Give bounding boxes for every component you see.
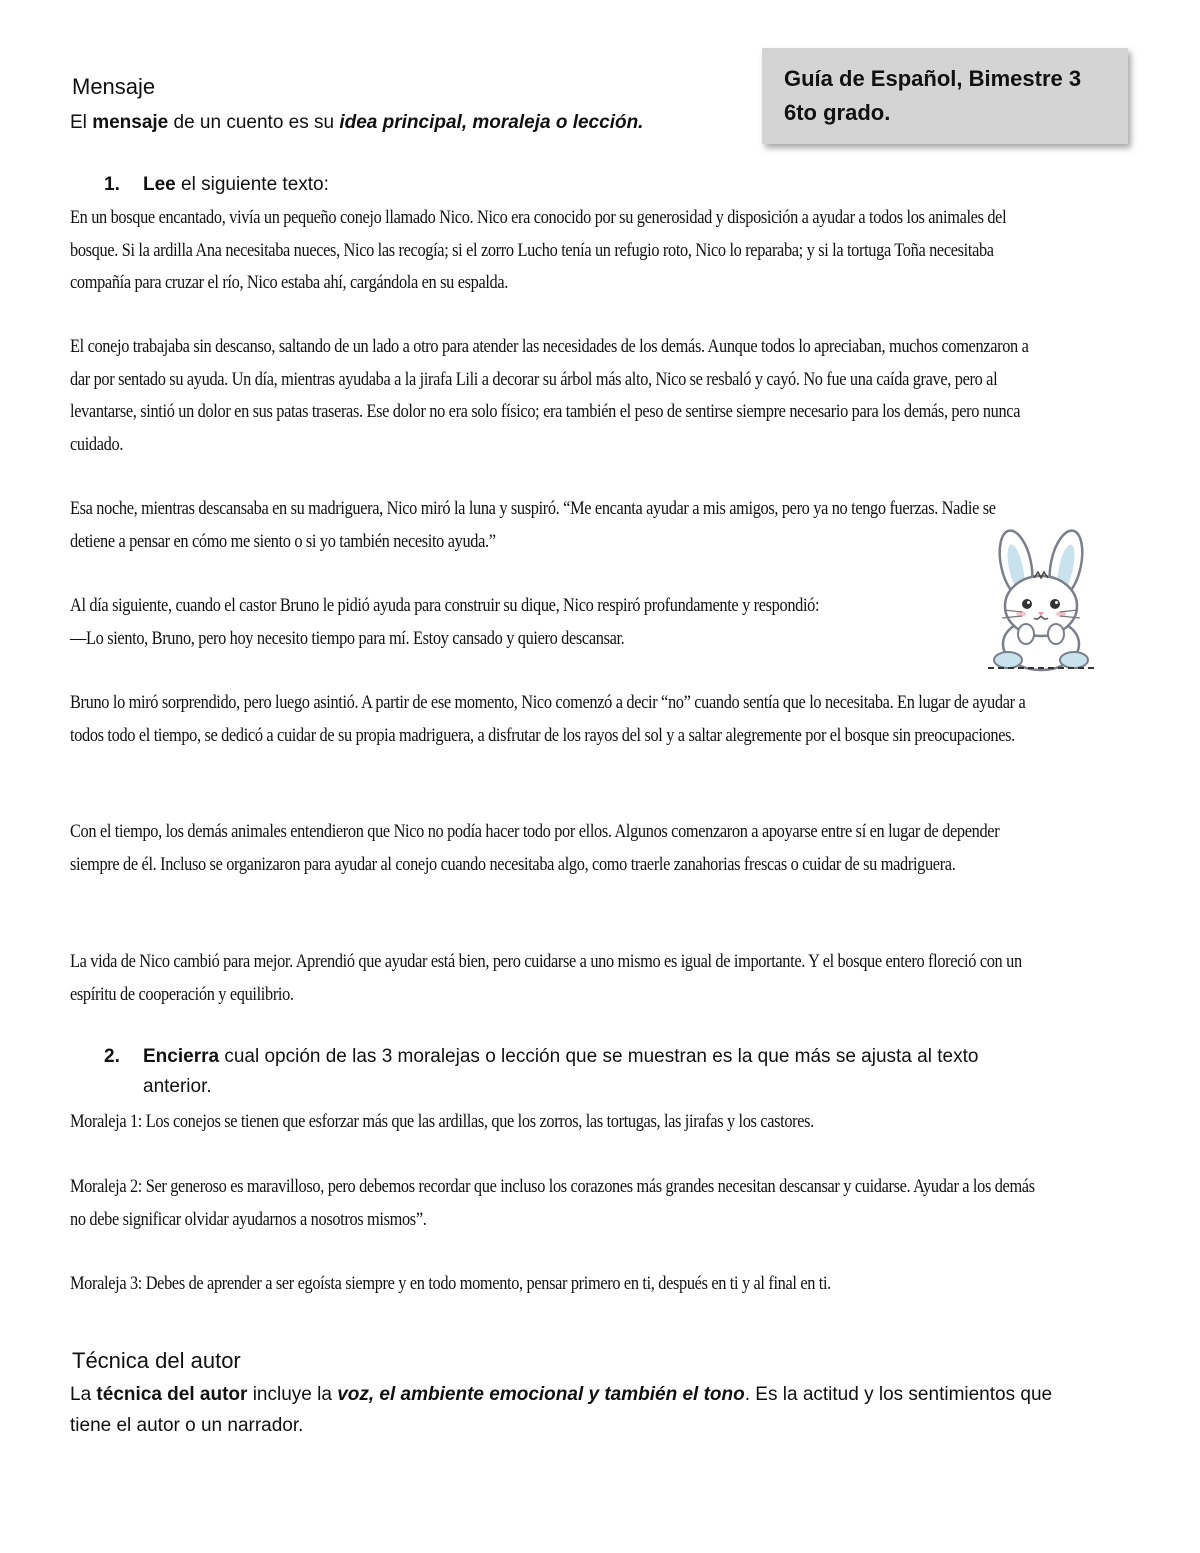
instruction-1-number: 1. <box>104 174 120 195</box>
tecnica-prefix: La <box>70 1384 97 1405</box>
moraleja-2: Moraleja 2: Ser generoso es maravilloso, pero debemos recordar que incluso los corazones más grandes necesitan descansar y cuidarse. Ayudar a los demás no debe significar olvidar ayudarnos a nosotros mismos”. <box>70 1176 1035 1230</box>
guide-title: Guía de Español, Bimestre 3 <box>784 66 1082 91</box>
section-heading-tecnica: Técnica del autor <box>72 1348 241 1373</box>
tecnica-definition <box>70 1380 1052 1410</box>
story-paragraph-4b: —Lo siento, Bruno, pero hoy necesito tiempo para mí. Estoy cansado y quiero descansar. <box>70 628 625 649</box>
section-heading-mensaje: Mensaje <box>72 74 156 99</box>
story-paragraph-1: En un bosque encantado, vivía un pequeño conejo llamado Nico. Nico era conocido por su generosidad y disposición a ayudar a todos los animales del bosque. Si la ardilla Ana necesitaba nueces, Nico las recogía; si el zorro Lucho tenía un refugio roto, Nico lo reparaba; y si la tortuga Toña necesitaba compañía para cruzar el río, Nico estaba ahí, cargándola en su espalda. <box>70 207 1007 293</box>
instruction-2-text: cual opción de las 3 moralejas o lección que se muestran es la que más se ajusta al texto <box>219 1046 979 1067</box>
tecnica-middle: incluye la <box>247 1384 338 1405</box>
tecnica-emphasis: voz, el ambiente emocional y también el tono <box>337 1384 745 1405</box>
instruction-2-number: 2. <box>104 1046 120 1067</box>
instruction-2-text-line2: anterior. <box>143 1076 212 1097</box>
story-paragraph-7: La vida de Nico cambió para mejor. Aprendió que ayudar está bien, pero cuidarse a uno mismo es igual de importante. Y el bosque entero floreció con un espíritu de cooperación y equilibrio. <box>70 951 1022 1005</box>
instruction-1-text: el siguiente texto: <box>175 174 329 195</box>
story-paragraph-3: Esa noche, mientras descansaba en su madriguera, Nico miró la luna y suspiró. “Me encanta ayudar a mis amigos, pero ya no tengo fuerzas. Nadie se detiene a pensar en cómo me siento o si yo también necesito ayuda.” <box>70 498 996 552</box>
story-paragraph-6: Con el tiempo, los demás animales entendieron que Nico no podía hacer todo por ellos. Algunos comenzaron a apoyarse entre sí en lugar de depender siempre de él. Incluso se organizaron para ayudar al conejo cuando necesitaba algo, como traerle zanahorias frescas o cuidar de su madriguera. <box>70 821 1000 875</box>
mensaje-def-bold: mensaje <box>92 112 169 133</box>
mensaje-def-emphasis: idea principal, moraleja o lección. <box>339 112 644 133</box>
moraleja-3: Moraleja 3: Debes de aprender a ser egoísta siempre y en todo momento, pensar primero en ti, después en ti y al final en ti. <box>70 1273 831 1294</box>
bunny-illustration <box>982 528 1100 672</box>
story-paragraph-4a: Al día siguiente, cuando el castor Bruno le pidió ayuda para construir su dique, Nico respiró profundamente y respondió: <box>70 595 820 616</box>
story-paragraph-2: El conejo trabajaba sin descanso, saltando de un lado a otro para atender las necesidades de los demás. Aunque todos lo apreciaban, muchos comenzaron a dar por sentado su ayuda. Un día, mientras ayudaba a la jirafa Lili a decorar su árbol más alto, Nico se resbaló y cayó. No fue una caída grave, pero al levantarse, sintió un dolor en sus patas traseras. Ese dolor no era solo físico; era también el peso de sentirse siempre necesario para los demás, pero nunca cuidado. <box>70 336 1029 455</box>
tecnica-after: . Es la actitud y los sentimientos que <box>744 1384 1053 1405</box>
moraleja-1: Moraleja 1: Los conejos se tienen que esforzar más que las ardillas, que los zorros, las tortugas, las jirafas y los castores. <box>70 1111 814 1132</box>
mensaje-def-middle: de un cuento es su <box>168 112 340 133</box>
mensaje-definition <box>70 108 643 138</box>
guide-grade: 6to grado. <box>784 100 891 125</box>
instruction-2-verb: Encierra <box>143 1046 220 1067</box>
story-paragraph-5: Bruno lo miró sorprendido, pero luego asintió. A partir de ese momento, Nico comenzó a decir “no” cuando sentía que lo necesitaba. En lugar de ayudar a todos todo el tiempo, se dedicó a cuidar de su propia madriguera, a disfrutar de los rayos del sol y a saltar alegremente por el bosque sin preocupaciones. <box>70 692 1026 746</box>
mensaje-def-prefix: El <box>70 112 93 133</box>
tecnica-bold: técnica del autor <box>96 1384 248 1405</box>
instruction-1-verb: Lee <box>143 174 176 195</box>
guide-title-box <box>762 48 1128 144</box>
tecnica-definition-line2: tiene el autor o un narrador. <box>70 1415 304 1436</box>
